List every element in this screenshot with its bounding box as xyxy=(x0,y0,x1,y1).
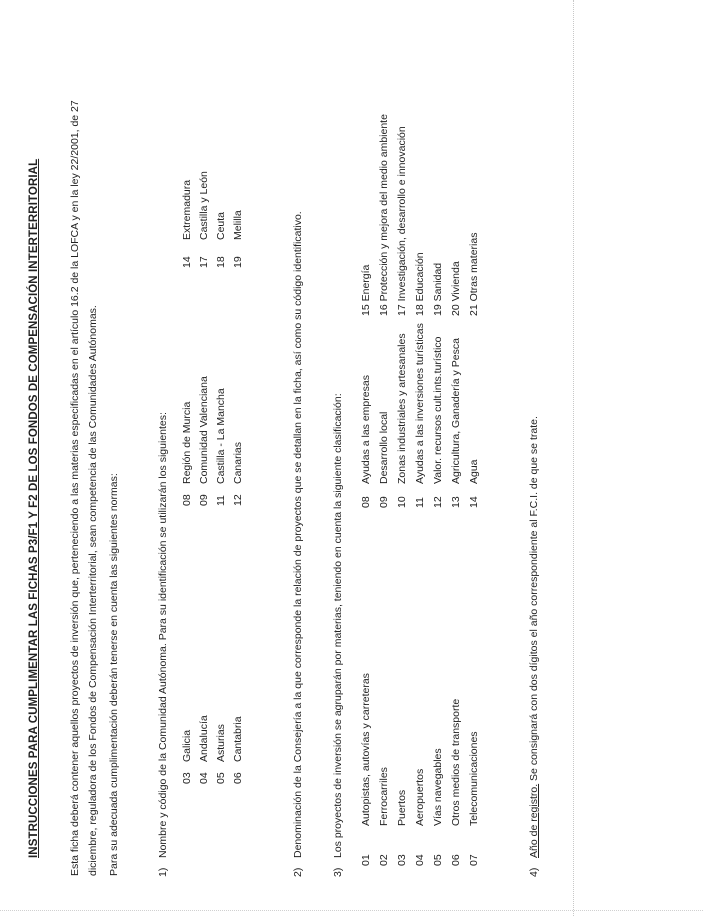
region-code: 03 xyxy=(181,772,193,784)
materia-row: 16 Protección y mejora del medio ambiente xyxy=(378,114,390,316)
materias-col-3 xyxy=(357,114,483,316)
region-code: 18 xyxy=(215,256,227,268)
materia-name: Otros medios de transporte xyxy=(450,698,462,826)
region-row xyxy=(231,715,245,784)
materia-row xyxy=(447,323,465,508)
materia-name: Autopistas, autovías y carreteras xyxy=(360,673,372,826)
materia-name: Puertos xyxy=(396,789,408,826)
region-code: 06 xyxy=(232,772,244,784)
document-title: INSTRUCCIONES PARA CUMPLIMENTAR LAS FICHAS P3/F1 Y F2 DE LOS FONDOS DE COMPENSACIÓN INTERTERRITORIAL xyxy=(28,158,40,858)
materia-code: 14 xyxy=(468,496,480,508)
region-row xyxy=(180,171,194,268)
materias-col-1 xyxy=(357,673,483,866)
materia-row xyxy=(375,673,393,866)
region-code: 17 xyxy=(198,256,210,268)
region-name: Región de Murcia xyxy=(181,401,193,484)
materia-row xyxy=(465,323,483,508)
regions-col-1 xyxy=(180,715,245,784)
item-3-number: 3) xyxy=(332,867,344,877)
materia-row xyxy=(411,673,429,866)
materia-code: 11 xyxy=(414,497,426,508)
region-code: 12 xyxy=(232,494,244,506)
materia-row: 17 Investigación, desarrollo e innovación xyxy=(396,126,408,316)
materia-name: Agricultura, Ganadería y Pesca xyxy=(450,338,462,484)
region-code: 11 xyxy=(215,495,227,506)
region-code: 19 xyxy=(232,256,244,268)
materia-code: 07 xyxy=(468,854,480,866)
materia-code: 12 xyxy=(432,496,444,508)
materia-row xyxy=(465,673,483,866)
region-name: Castilla - La Mancha xyxy=(215,388,227,484)
materia-code: 04 xyxy=(414,854,426,866)
item-4-line xyxy=(527,416,541,858)
region-row xyxy=(214,376,228,506)
region-name: Asturias xyxy=(215,724,227,762)
region-name: Melilla xyxy=(232,210,244,240)
materia-name: Ferrocarriles xyxy=(378,767,390,826)
materia-name: Telecomunicaciones xyxy=(468,731,480,826)
materia-name: Agua xyxy=(468,459,480,484)
materia-code: 05 xyxy=(432,854,444,866)
region-name: Extremadura xyxy=(181,179,193,240)
materia-name: Aeropuertos xyxy=(414,768,426,826)
materia-row: 20 Vivienda xyxy=(450,261,462,316)
region-name: Ceuta xyxy=(215,211,227,240)
materia-row: 19 Sanidad xyxy=(432,262,444,316)
materia-row: 18 Educación xyxy=(414,252,426,316)
regions-col-2 xyxy=(180,376,245,506)
materia-row xyxy=(393,673,411,866)
materias-col-2 xyxy=(357,323,483,508)
materia-row xyxy=(393,323,411,508)
item-3-text: Los proyectos de inversión se agruparán por materias, teniendo en cuenta la siguiente clasificación: xyxy=(332,393,344,858)
region-code: 04 xyxy=(198,772,210,784)
region-row xyxy=(231,171,245,268)
materia-code: 13 xyxy=(450,496,462,508)
intro-line-1: Esta ficha deberá contener aquellos proyectos de inversión que, perteneciendo a las materias especificadas en el artículo 16.2 de la LOFCA y en la ley 22/2001, de 27 xyxy=(69,100,81,876)
materia-name: Vías navegables xyxy=(432,748,444,826)
region-name: Galicia xyxy=(181,729,193,762)
region-code: 09 xyxy=(198,494,210,506)
materia-row xyxy=(429,323,447,508)
item-2-number: 2) xyxy=(292,867,304,877)
region-code: 05 xyxy=(215,772,227,784)
region-row xyxy=(214,715,228,784)
materia-name: Ayudas a las inversiones turísticas xyxy=(414,323,426,484)
region-name: Canarias xyxy=(232,441,244,484)
region-row xyxy=(197,715,211,784)
region-name: Comunidad Valenciana xyxy=(198,376,210,484)
item-1-number: 1) xyxy=(157,867,169,877)
region-code: 14 xyxy=(181,256,193,268)
materia-name: Ayudas a las empresas xyxy=(360,375,372,484)
materia-code: 03 xyxy=(396,854,408,866)
materia-code: 09 xyxy=(378,496,390,508)
region-row xyxy=(231,376,245,506)
materia-row: 15 Energía xyxy=(360,264,372,316)
item-4-label: Año de registro. xyxy=(528,783,540,858)
materia-code: 08 xyxy=(360,496,372,508)
materia-row xyxy=(357,673,375,866)
materia-name: Desarrollo local xyxy=(378,411,390,484)
materia-row xyxy=(375,323,393,508)
materia-code: 01 xyxy=(360,854,372,866)
materia-code: 10 xyxy=(396,496,408,508)
materia-row xyxy=(357,323,375,508)
materia-row xyxy=(429,673,447,866)
item-4-text: Se consignará con dos dígitos el año correspondiente al F.C.I. de que se trate. xyxy=(528,416,540,784)
region-name: Cantabria xyxy=(232,716,244,762)
region-row xyxy=(197,376,211,506)
intro-line-2: diciembre, reguladora de los Fondos de Compensación Interterritorial, sean competencia de las Comunidades Autónomas. xyxy=(87,305,99,876)
region-code: 08 xyxy=(181,494,193,506)
regions-col-3 xyxy=(180,171,245,268)
region-row xyxy=(180,715,194,784)
region-row xyxy=(180,376,194,506)
materia-row xyxy=(447,673,465,866)
materia-row xyxy=(411,323,429,508)
item-1-text: Nombre y código de la Comunidad Autónoma. Para su identificación se utilizarán los siguientes: xyxy=(157,412,169,858)
materia-code: 02 xyxy=(378,854,390,866)
materia-name: Valor. recursos cult.ints.turístico xyxy=(432,336,444,484)
region-name: Andalucía xyxy=(198,715,210,762)
region-row xyxy=(214,171,228,268)
intro-line-3: Para su adecuada cumplimentación deberán tenerse en cuenta las siguientes normas: xyxy=(108,473,120,876)
region-row xyxy=(197,171,211,268)
item-2-text: Denominación de la Consejería a la que corresponde la relación de proyectos que se detallan en la ficha, así como su código identificativo. xyxy=(292,211,304,858)
materia-code: 06 xyxy=(450,854,462,866)
region-name: Castilla y León xyxy=(198,171,210,240)
materia-row: 21 Otras materias xyxy=(468,232,480,316)
item-4-number: 4) xyxy=(528,867,540,877)
materia-name: Zonas industriales y artesanales xyxy=(396,333,408,484)
